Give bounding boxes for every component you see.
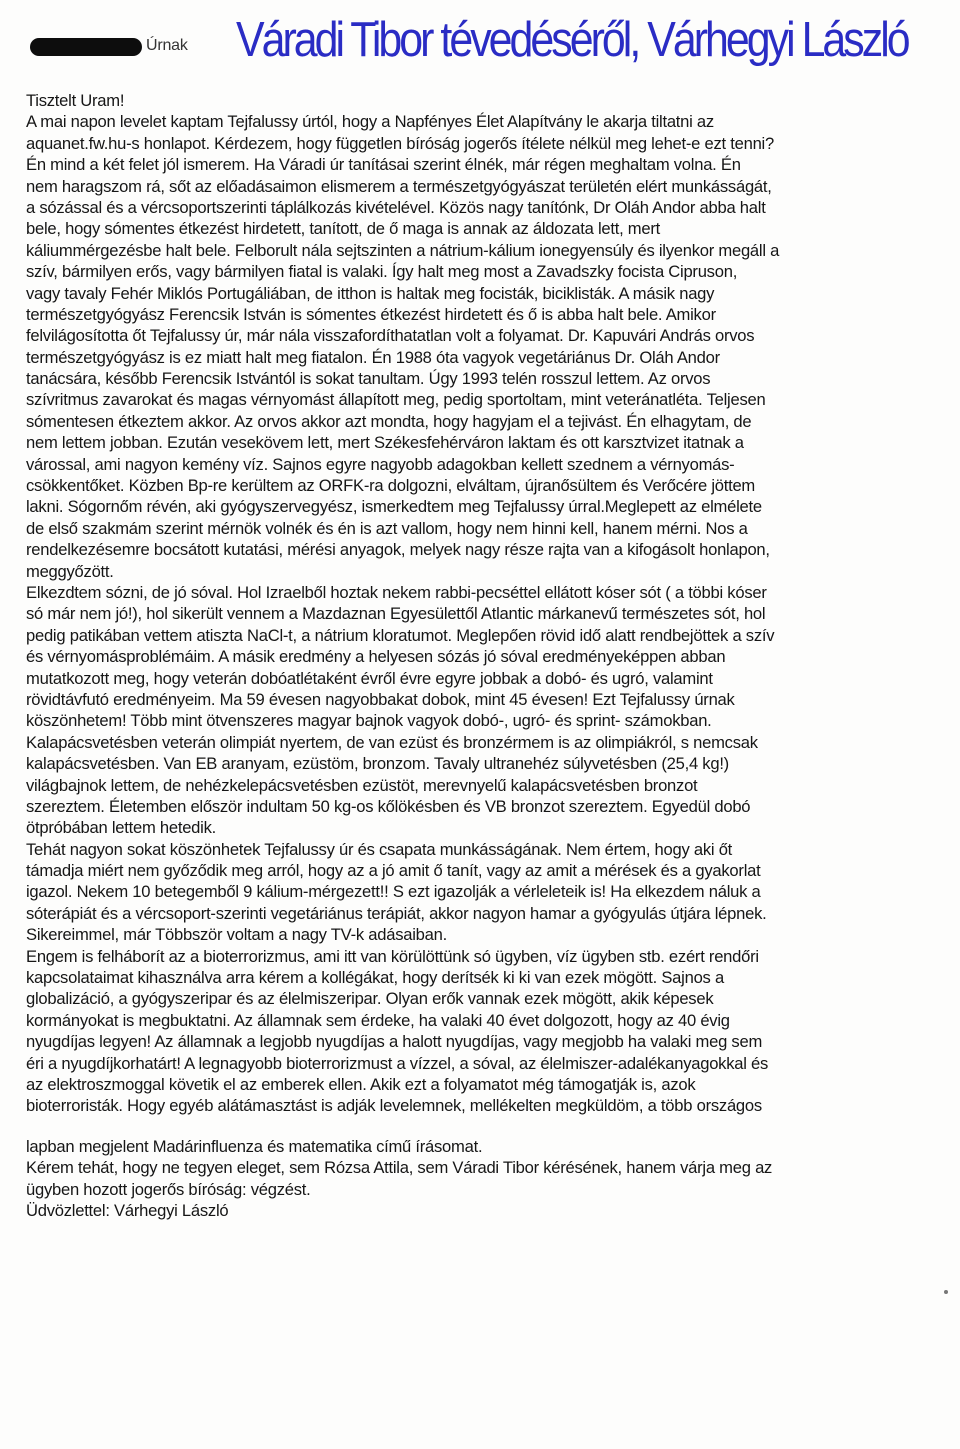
greeting-line: Tisztelt Uram! (26, 91, 125, 110)
letter-line: bioterroristák. Hogy egyéb alátámasztást is adják levelemnek, mellékelten megküldöm, a több országos (26, 1096, 762, 1116)
letter-line: kalapácsvetésben. Van EB aranyam, ezüstöm, bronzom. Tavaly ultranehéz súlyvetésben (25,4 kg!) (26, 754, 729, 774)
letter-line: meggyőzött. (26, 561, 114, 581)
letter-line: lakni. Sógornőm révén, aki gyógyszervegyész, ismerkedtem meg Tejfalussy úrral.Meglepett az elmélete (26, 497, 762, 517)
closing-line: ügyben hozott jogerős bíróság: végzést. (26, 1179, 311, 1199)
letter-line: szereztem. Életemben először indultam 50 kg-os kőlökésben és VB bronzot szereztem. Egyedül dobó (26, 796, 751, 816)
letter-line: Engem is felháborít az a bioterrorizmus, ami itt van körülöttünk só ügyben, víz ügyben stb. ezért rendőri (26, 946, 759, 966)
letter-line: nem lettem jobban. Ezután vesekövem lett, mert Székesfehérváron laktam és ott karsztvizet itatnak a (26, 433, 744, 453)
letter-line: kapcsolataimat kihasználva arra kérem a kollégákat, hogy derítsék ki ki van ezek mögött. Sajnos a (26, 968, 724, 988)
letter-line: köszönhetem! Több mint ötvenszeres magyar bajnok vagyok dobó-, ugró- és sprint- számokban. (26, 711, 712, 731)
letter-line: csökkentőket. Közben Bp-re kerültem az ORFK-ra dolgozni, elváltam, újranősültem és Verőcére jöttem (26, 476, 756, 496)
letter-line: A mai napon levelet kaptam Tejfalussy úrtól, hogy a Napfényes Élet Alapítvány le akarja tiltatni az (26, 112, 714, 132)
closing-line: Üdvözlettel: Várhegyi László (26, 1200, 229, 1220)
salutation-suffix: Úrnak (146, 37, 188, 54)
letter-line: és vérnyomásproblémáim. A másik eredmény a helyesen sózás jó sóval eredményeképpen abban (26, 647, 726, 667)
letter-line: felvilágosította őt Tejfalussy úr, már nála visszafordíthatatlan volt a folyamat. Dr. Kapuvári András orvos (26, 326, 755, 346)
body-lines (26, 111, 940, 1116)
letter-line: Tehát nagyon sokat köszönhetek Tejfalussy úr és csapata munkásságának. Nem értem, hogy aki őt (26, 839, 733, 859)
letter-line: aquanet.fw.hu-s honlapot. Kérdezem, hogy független bíróság jogerős ítélete nélkül meg lehet-e ezt tenni? (26, 133, 774, 153)
letter-line: só már nem jó!), hol sikerült vennem a Mazdaznan Egyesülettől Atlantic márkanevű természetes sót, hol (26, 604, 766, 624)
letter-line: nem haragszom rá, sőt az előadásaimon elismerem a természetgyógyászat területén elért munkásságát, (26, 176, 772, 196)
letter-line: a sózással és a vércsoportszerinti táplálkozás kivételével. Közös nagy tanítónk, Dr Oláh Andor abba halt (26, 197, 766, 217)
letter-line: szívritmus zavarokat és magas vérnyomást állapított meg, pedig sportoltam, mint veteránatléta. Teljesen (26, 390, 766, 410)
letter-line: Sikereimmel, már Többször voltam a nagy TV-k adásaiban. (26, 925, 447, 945)
letter-line: nyugdíjas legyen! Az államnak a legjobb nyugdíjas a halott nyugdíjas, vagy megjobb ha valaki meg sem (26, 1032, 763, 1052)
page-gap (26, 1117, 940, 1136)
letter-line: sóterápiát és a vércsoport-szerinti vegetáriánus terápiát, akkor nagyon hamar a gyógyulás útjára lépnek. (26, 903, 767, 923)
letter-line: természetgyógyász is ez miatt halt meg fiatalon. Én 1988 óta vagyok vegetáriánus Dr. Oláh Andor (26, 347, 720, 367)
closing-line: lapban megjelent Madárinfluenza és matematika című írásomat. (26, 1136, 483, 1156)
letter-line: de első szakmám szerint mérnök volnék és én is azt vallom, hogy nem hinni kell, hanem mérni. Nos a (26, 518, 748, 538)
letter-line: pedig patikában vettem atiszta NaCl-t, a nátrium kloratumot. Meglepően rövid idő alatt rendbejöttek a szív (26, 625, 775, 645)
letter-line: Elkezdtem sózni, de jó sóval. Hol Izraelből hoztak nekem rabbi-pecséttel ellátott kóser sót ( a többi kóser (26, 582, 767, 602)
letter-line: szív, bármilyen erős, vagy bármilyen fiatal is valaki. Így halt meg most a Zavadszky focista Cipruson, (26, 262, 738, 282)
letter-line: világbajnok lettem, de nehézkelepácsvetésben ezüstöt, merevnyelű kalapácsvetésben bronzot (26, 775, 698, 795)
letter-line: vagy tavaly Fehér Miklós Portugáliában, de itthon is haltak meg focisták, biciklisták. A másik nagy (26, 283, 715, 303)
letter-line: ötpróbában lettem hetedik. (26, 818, 216, 838)
letter-line: bele, hogy sómentes étkezést hirdetett, tanított, de ő maga is annak az áldozata lett, mert (26, 219, 660, 239)
redacted-name-block (30, 38, 142, 56)
letter-line: sómentesen étkeztem akkor. Az orvos akkor azt mondta, hogy hagyjam el a tejivást. Én elhagytam, de (26, 411, 752, 431)
letter-line: káliummérgezésbe halt bele. Felborult nála sejtszinten a nátrium-kálium ionegyensúly és ilyenkor megáll a (26, 240, 780, 260)
letter-body (26, 90, 940, 1221)
letter-line: rövidtávfutó eredményeim. Ma 59 évesen nagyobbakat dobok, mint 45 évesen! Ezt Tejfalussy úrnak (26, 689, 735, 709)
letter-line: mutatkozott meg, hogy veterán dobóatlétaként évről évre egyre jobbak a dobó- és ugró, valamint (26, 668, 713, 688)
scan-speck (944, 1290, 948, 1294)
letter-line: várossal, ami nagyon kemény víz. Sajnos egyre nagyobb adagokban kellett szednem a vérnyomás- (26, 454, 735, 474)
letter-line: támadja miért nem győződik meg arról, hogy az a jó amit ő tanít, vagy az amit a mérések és a gyakorlat (26, 861, 761, 881)
closing-line: Kérem tehát, hogy ne tegyen eleget, sem Rózsa Attila, sem Váradi Tibor kérésének, hanem várja meg az (26, 1158, 773, 1178)
letter-header (0, 0, 960, 80)
letter-line: az elektroszmoggal követik el az emberek ellen. Akik ezt a folyamatot még támogatják is, azok (26, 1074, 696, 1094)
letter-line: globalizáció, a gyógyszeripar és az élelmiszeripar. Olyan erők vannak ezek mögött, akik képesek (26, 989, 714, 1009)
closing-lines (26, 1136, 940, 1222)
headline-title: Váradi Tibor tévedéséről, Várhegyi László (236, 13, 908, 67)
letter-line: rendelkezésemre bocsátott kutatási, mérési anyagok, melyek nagy része rajta van a kifogásolt honlapon, (26, 540, 770, 560)
letter-line: igazol. Nekem 10 betegemből 9 kálium-mérgezett!! S ezt igazolják a vérleleteik is! Ha elkezdem náluk a (26, 882, 761, 902)
letter-line: Kalapácsvetésben veterán olimpiát nyertem, de van ezüst és bronzérmem is az olimpiákról, s nemcsak (26, 732, 758, 752)
letter-line: kormányokat is megbuktatni. Az államnak sem érdeke, ha valaki 40 évet dolgozott, hogy az 40 évig (26, 1010, 730, 1030)
letter-line: Én mind a két felet jól ismerem. Ha Váradi úr tanításai szerint élnék, már régen meghaltam volna. Én (26, 155, 741, 175)
letter-line: éri a nyugdíjkorhatárt! A legnagyobb bioterrorizmust a vízzel, a sóval, az élelmiszer-adalékanyagokkal és (26, 1053, 769, 1073)
letter-line: természetgyógyász Ferencsik István is sómentes étkezést hirdetett és ő is abba halt bele. Amikor (26, 304, 716, 324)
letter-line: tanácsára, később Ferencsik Istvántól is sokat tanultam. Úgy 1993 telén rosszul lettem. Az orvos (26, 369, 711, 389)
